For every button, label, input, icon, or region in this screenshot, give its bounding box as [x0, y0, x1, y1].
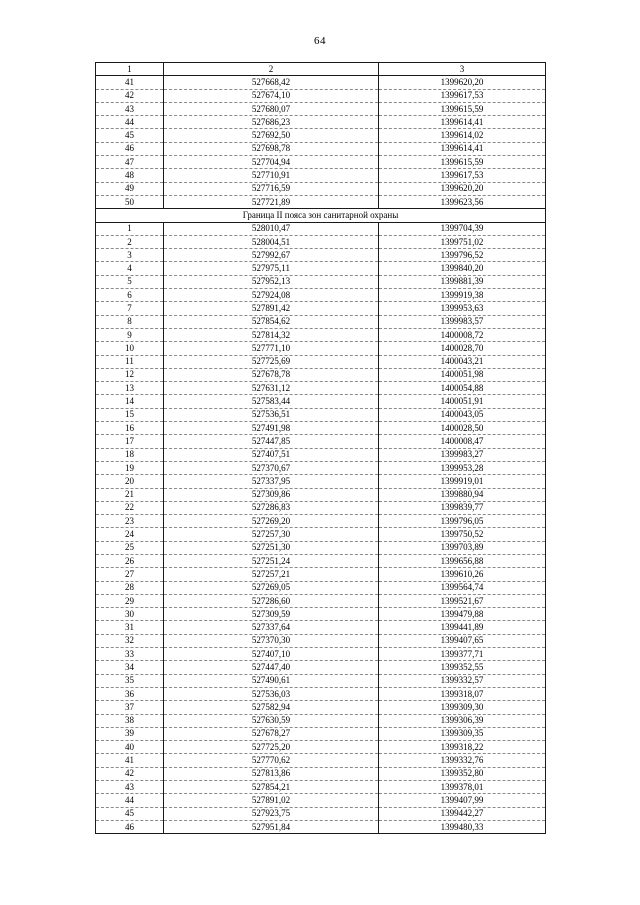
table-cell: 1399377,71 [379, 648, 546, 661]
table-cell: 1400008,72 [379, 328, 546, 341]
table-row [96, 461, 546, 474]
table-cell: 1399614,02 [379, 129, 546, 142]
table-row [96, 781, 546, 794]
table-cell: 527770,62 [164, 754, 379, 767]
table-cell: 25 [96, 541, 164, 554]
table-cell: 1399919,38 [379, 289, 546, 302]
table-row [96, 568, 546, 581]
table-row [96, 820, 546, 833]
table-cell: 527286,83 [164, 501, 379, 514]
table-cell: 527698,78 [164, 142, 379, 155]
table-cell: 1399615,59 [379, 102, 546, 115]
table-cell: 527721,89 [164, 195, 379, 208]
table-cell: 527814,32 [164, 328, 379, 341]
table-row [96, 515, 546, 528]
table-cell: 1399840,20 [379, 262, 546, 275]
table-row [96, 754, 546, 767]
table-cell: 12 [96, 368, 164, 381]
table-cell: 527370,30 [164, 634, 379, 647]
table-row [96, 368, 546, 381]
table-row [96, 621, 546, 634]
table-cell: 527992,67 [164, 249, 379, 262]
table-cell: 1399751,02 [379, 235, 546, 248]
table-cell: 17 [96, 435, 164, 448]
table-cell: 1399750,52 [379, 528, 546, 541]
table-cell: 37 [96, 701, 164, 714]
table-cell: 9 [96, 328, 164, 341]
table-row [96, 222, 546, 235]
table-cell: 2 [96, 235, 164, 248]
table-row [96, 169, 546, 182]
table-cell: 527407,51 [164, 448, 379, 461]
table-cell: 527704,94 [164, 156, 379, 169]
table-row [96, 182, 546, 195]
table-cell: 42 [96, 767, 164, 780]
table-cell: 527668,42 [164, 76, 379, 89]
table-cell: 527337,64 [164, 621, 379, 634]
table-cell: 1399796,52 [379, 249, 546, 262]
table-cell: 1399656,88 [379, 554, 546, 567]
table-row [96, 541, 546, 554]
table-cell: 1399880,94 [379, 488, 546, 501]
table-cell: 30 [96, 608, 164, 621]
table-row [96, 528, 546, 541]
table-cell: 1399479,88 [379, 608, 546, 621]
table-cell: 26 [96, 554, 164, 567]
table-row [96, 195, 546, 208]
table-cell: 527407,10 [164, 648, 379, 661]
table-cell: 1399309,30 [379, 701, 546, 714]
table-cell: 1399318,07 [379, 687, 546, 700]
column-header-y: 3 [379, 63, 546, 76]
table-cell: 47 [96, 156, 164, 169]
table-cell: 34 [96, 661, 164, 674]
table-cell: 527269,05 [164, 581, 379, 594]
table-cell: 43 [96, 102, 164, 115]
table-cell: 1399614,41 [379, 116, 546, 129]
table-cell: 19 [96, 461, 164, 474]
table-cell: 1399623,56 [379, 195, 546, 208]
table-cell: 45 [96, 129, 164, 142]
table-cell: 1399620,20 [379, 182, 546, 195]
table-cell: 527678,78 [164, 368, 379, 381]
table-cell: 1399704,39 [379, 222, 546, 235]
table-cell: 43 [96, 781, 164, 794]
table-cell: 1399615,59 [379, 156, 546, 169]
table-row [96, 727, 546, 740]
table-cell: 23 [96, 515, 164, 528]
table-row [96, 302, 546, 315]
table-cell: 527924,08 [164, 289, 379, 302]
table-cell: 1399614,41 [379, 142, 546, 155]
table-row [96, 102, 546, 115]
table-cell: 527257,21 [164, 568, 379, 581]
table-cell: 528004,51 [164, 235, 379, 248]
table-cell: 1399983,27 [379, 448, 546, 461]
table-cell: 4 [96, 262, 164, 275]
table-cell: 15 [96, 408, 164, 421]
table-cell: 527680,07 [164, 102, 379, 115]
table-row [96, 648, 546, 661]
table-cell: 527251,24 [164, 554, 379, 567]
table-cell: 1399881,39 [379, 275, 546, 288]
table-cell: 1399441,89 [379, 621, 546, 634]
table-cell: 38 [96, 714, 164, 727]
section-title-row [96, 209, 546, 222]
table-cell: 527686,23 [164, 116, 379, 129]
table-cell: 1399318,22 [379, 741, 546, 754]
table-cell: 527447,40 [164, 661, 379, 674]
table-row [96, 262, 546, 275]
table-cell: 1400043,05 [379, 408, 546, 421]
table-cell: 6 [96, 289, 164, 302]
table-cell: 1400028,50 [379, 422, 546, 435]
table-cell: 1399953,28 [379, 461, 546, 474]
table-cell: 1399839,77 [379, 501, 546, 514]
table-row [96, 687, 546, 700]
table-cell: 527923,75 [164, 807, 379, 820]
table-row [96, 807, 546, 820]
table-cell: 527447,85 [164, 435, 379, 448]
table-row [96, 594, 546, 607]
table-cell: 1399919,01 [379, 475, 546, 488]
table-cell: 24 [96, 528, 164, 541]
table-row [96, 142, 546, 155]
table-row [96, 581, 546, 594]
table-cell: 1399953,63 [379, 302, 546, 315]
table-cell: 1399442,27 [379, 807, 546, 820]
table-cell: 46 [96, 820, 164, 833]
table-cell: 527891,42 [164, 302, 379, 315]
table-cell: 18 [96, 448, 164, 461]
table-row [96, 767, 546, 780]
table-row [96, 355, 546, 368]
page-number: 64 [314, 35, 326, 47]
table-cell: 41 [96, 76, 164, 89]
table-cell: 527854,62 [164, 315, 379, 328]
table-row [96, 634, 546, 647]
coordinates-table [95, 62, 546, 834]
table-cell: 32 [96, 634, 164, 647]
table-cell: 1 [96, 222, 164, 235]
table-cell: 1399407,65 [379, 634, 546, 647]
table-cell: 1399309,35 [379, 727, 546, 740]
table-cell: 1400008,47 [379, 435, 546, 448]
table-cell: 527716,59 [164, 182, 379, 195]
table-cell: 527257,30 [164, 528, 379, 541]
table-cell: 31 [96, 621, 164, 634]
table-cell: 1399306,39 [379, 714, 546, 727]
table-cell: 527674,10 [164, 89, 379, 102]
table-cell: 21 [96, 488, 164, 501]
table-cell: 49 [96, 182, 164, 195]
table-cell: 10 [96, 342, 164, 355]
table-row [96, 395, 546, 408]
table-cell: 527582,94 [164, 701, 379, 714]
table-body [96, 76, 546, 834]
table-cell: 1399983,57 [379, 315, 546, 328]
table-cell: 16 [96, 422, 164, 435]
table-row [96, 129, 546, 142]
table-row [96, 116, 546, 129]
table-cell: 527813,86 [164, 767, 379, 780]
table-cell: 527583,44 [164, 395, 379, 408]
table-row [96, 156, 546, 169]
table-cell: 8 [96, 315, 164, 328]
table-cell: 1399332,57 [379, 674, 546, 687]
table-row [96, 289, 546, 302]
table-cell: 527951,84 [164, 820, 379, 833]
table-cell: 28 [96, 581, 164, 594]
table-cell: 527309,86 [164, 488, 379, 501]
table-cell: 527725,20 [164, 741, 379, 754]
table-row [96, 794, 546, 807]
table-row [96, 701, 546, 714]
table-row [96, 235, 546, 248]
table-cell: 1399378,01 [379, 781, 546, 794]
table-row [96, 408, 546, 421]
table-cell: 528010,47 [164, 222, 379, 235]
table-cell: 1399617,53 [379, 89, 546, 102]
table-cell: 527630,59 [164, 714, 379, 727]
table-row [96, 76, 546, 89]
table-cell: 11 [96, 355, 164, 368]
table-cell: 29 [96, 594, 164, 607]
table-cell: 527536,03 [164, 687, 379, 700]
column-header-point: 1 [96, 63, 164, 76]
table-row [96, 448, 546, 461]
table-row [96, 674, 546, 687]
table-cell: 44 [96, 116, 164, 129]
table-cell: 1400051,91 [379, 395, 546, 408]
table-cell: 20 [96, 475, 164, 488]
table-row [96, 741, 546, 754]
table-cell: 1400054,88 [379, 382, 546, 395]
table-row [96, 554, 546, 567]
table-row [96, 249, 546, 262]
table-cell: 27 [96, 568, 164, 581]
table-cell: 35 [96, 674, 164, 687]
table-cell: 7 [96, 302, 164, 315]
table-cell: 1399796,05 [379, 515, 546, 528]
column-header-x: 2 [164, 63, 379, 76]
table-row [96, 342, 546, 355]
table-cell: 527269,20 [164, 515, 379, 528]
table-cell: 527309,59 [164, 608, 379, 621]
table-cell: 527370,67 [164, 461, 379, 474]
table-cell: 3 [96, 249, 164, 262]
table-row [96, 435, 546, 448]
table-cell: 33 [96, 648, 164, 661]
table-row [96, 328, 546, 341]
table-header [96, 63, 546, 76]
table-cell: 1399617,53 [379, 169, 546, 182]
table-cell: 39 [96, 727, 164, 740]
table-cell: 527491,98 [164, 422, 379, 435]
table-cell: 527678,27 [164, 727, 379, 740]
table-row [96, 475, 546, 488]
table-cell: 527251,30 [164, 541, 379, 554]
table-cell: 527710,91 [164, 169, 379, 182]
table-cell: 527771,10 [164, 342, 379, 355]
table-cell: 13 [96, 382, 164, 395]
table-cell: 1399352,55 [379, 661, 546, 674]
table-row [96, 315, 546, 328]
table-cell: 527286,60 [164, 594, 379, 607]
table-cell: 527854,21 [164, 781, 379, 794]
table-cell: 527692,50 [164, 129, 379, 142]
table-cell: 41 [96, 754, 164, 767]
table-cell: 22 [96, 501, 164, 514]
table-cell: 527891,02 [164, 794, 379, 807]
table-cell: 1399521,67 [379, 594, 546, 607]
table-cell: 1399332,76 [379, 754, 546, 767]
table-cell: 14 [96, 395, 164, 408]
table-cell: 50 [96, 195, 164, 208]
table-cell: 527536,51 [164, 408, 379, 421]
table-cell: 5 [96, 275, 164, 288]
table-cell: 1399564,74 [379, 581, 546, 594]
table-cell: 527725,69 [164, 355, 379, 368]
table-cell: 1399480,33 [379, 820, 546, 833]
table-row [96, 488, 546, 501]
table-cell: 45 [96, 807, 164, 820]
table-cell: 42 [96, 89, 164, 102]
table-cell: 527631,12 [164, 382, 379, 395]
section-title: Граница II пояса зон санитарной охраны [96, 209, 546, 222]
table-cell: 527952,13 [164, 275, 379, 288]
table-cell: 40 [96, 741, 164, 754]
table-row [96, 422, 546, 435]
table-cell: 44 [96, 794, 164, 807]
table-row [96, 275, 546, 288]
table-cell: 36 [96, 687, 164, 700]
table-row [96, 89, 546, 102]
table-cell: 1400043,21 [379, 355, 546, 368]
table-cell: 527975,11 [164, 262, 379, 275]
table-cell: 527490,61 [164, 674, 379, 687]
table-cell: 1399407,99 [379, 794, 546, 807]
table-cell: 46 [96, 142, 164, 155]
table-row [96, 714, 546, 727]
table-cell: 1400051,98 [379, 368, 546, 381]
table-row [96, 661, 546, 674]
table-cell: 48 [96, 169, 164, 182]
table-cell: 1399620,20 [379, 76, 546, 89]
table-row [96, 382, 546, 395]
table-row [96, 501, 546, 514]
table-header-row [96, 63, 546, 76]
table-row [96, 608, 546, 621]
table-cell: 1399703,89 [379, 541, 546, 554]
table-cell: 527337,95 [164, 475, 379, 488]
table-cell: 1399610,26 [379, 568, 546, 581]
table-cell: 1400028,70 [379, 342, 546, 355]
table-cell: 1399352,80 [379, 767, 546, 780]
